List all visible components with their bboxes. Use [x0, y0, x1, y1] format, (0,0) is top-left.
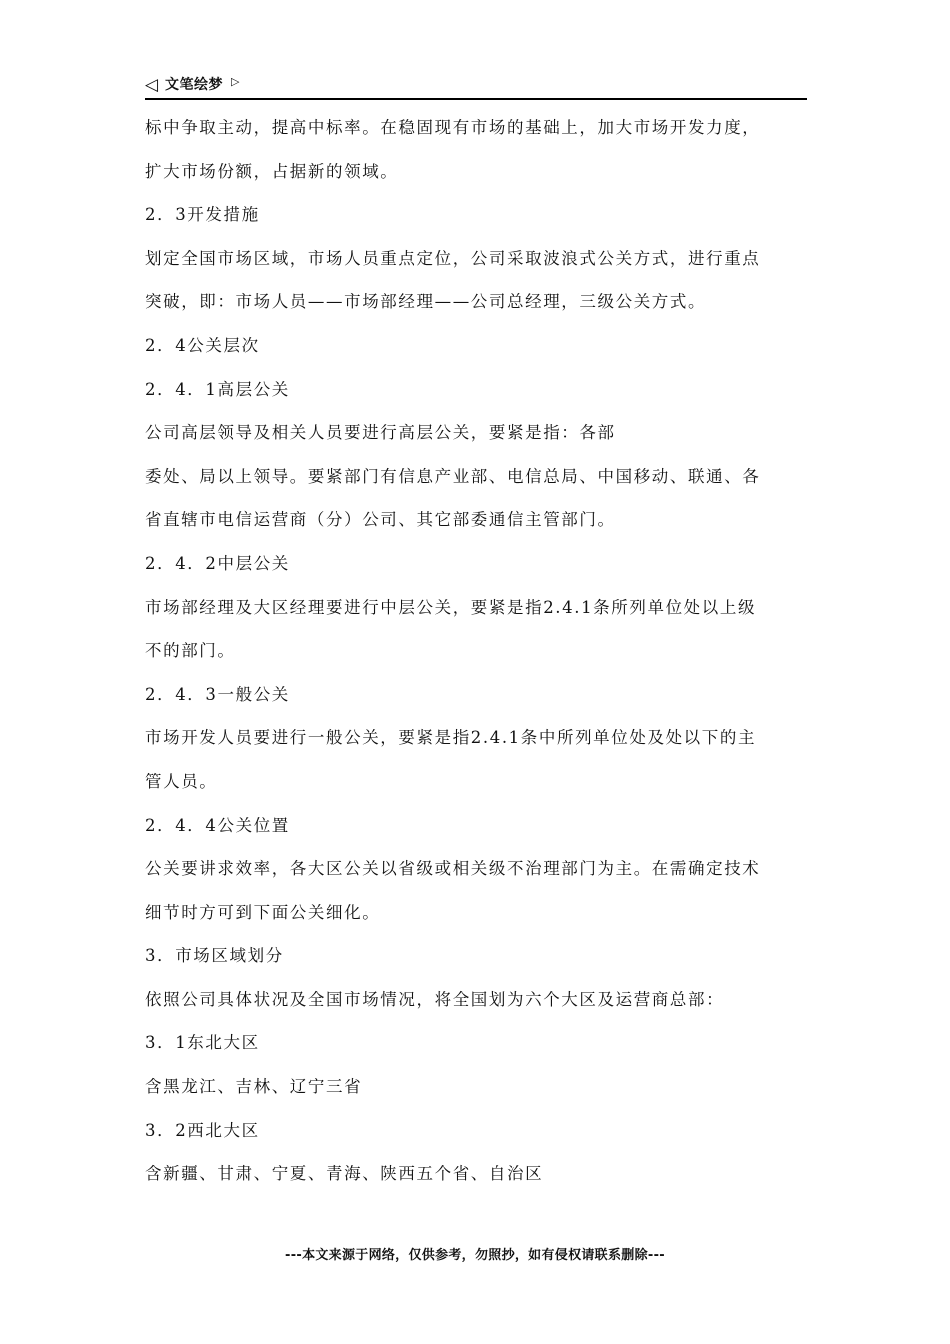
section-heading: 2．3开发措施: [145, 205, 260, 225]
text-line: 不的部门。: [145, 641, 236, 661]
text-line: 细节时方可到下面公关细化。: [145, 902, 381, 922]
section-heading: 2．4．1高层公关: [145, 379, 290, 399]
left-arrow-icon: ◁: [145, 75, 159, 95]
page-header: [145, 74, 807, 100]
text-line: 扩大市场份额，占据新的领域。: [145, 161, 399, 181]
document-body: [145, 113, 810, 1203]
text-line: 突破，即：市场人员——市场部经理——公司总经理，三级公关方式。: [145, 292, 707, 312]
text-line: 公司高层领导及相关人员要进行高层公关，要紧是指：各部: [145, 423, 616, 443]
section-heading: 2．4．4公关位置: [145, 815, 290, 835]
text-line: 管人员。: [145, 771, 218, 791]
text-line: 划定全国市场区域，市场人员重点定位，公司采取波浪式公关方式，进行重点: [145, 248, 761, 268]
header-title: 文笔绘梦: [165, 77, 223, 93]
text-line: 标中争取主动，提高中标率。在稳固现有市场的基础上，加大市场开发力度，: [145, 118, 761, 137]
page-footer: ---本文来源于网络，仅供参考，勿照抄，如有侵权请联系删除---: [285, 1248, 665, 1263]
text-line: 市场开发人员要进行一般公关，要紧是指2.4.1条中所列单位处及处以下的主: [145, 728, 757, 748]
text-line: 省直辖市电信运营商（分）公司、其它部委通信主管部门。: [145, 510, 616, 530]
text-line: 含黑龙江、吉林、辽宁三省: [145, 1077, 363, 1097]
section-heading: 2．4．3一般公关: [145, 684, 290, 704]
text-line: 含新疆、甘肃、宁夏、青海、陕西五个省、自治区: [145, 1164, 544, 1184]
text-line: 委处、局以上领导。要紧部门有信息产业部、电信总局、中国移动、联通、各: [145, 466, 761, 486]
right-arrow-icon: ▷: [231, 75, 240, 88]
section-heading: 3．2西北大区: [145, 1120, 260, 1140]
text-line: 公关要讲求效率，各大区公关以省级或相关级不治理部门为主。在需确定技术: [145, 859, 761, 879]
text-line: 市场部经理及大区经理要进行中层公关，要紧是指2.4.1条所列单位处以上级: [145, 597, 757, 617]
text-line: 依照公司具体状况及全国市场情况，将全国划为六个大区及运营商总部：: [145, 989, 725, 1009]
section-heading: 2．4公关层次: [145, 335, 260, 355]
section-heading: 3．1东北大区: [145, 1033, 260, 1053]
section-heading: 2．4．2中层公关: [145, 553, 290, 573]
section-heading: 3．市场区域划分: [145, 946, 284, 966]
